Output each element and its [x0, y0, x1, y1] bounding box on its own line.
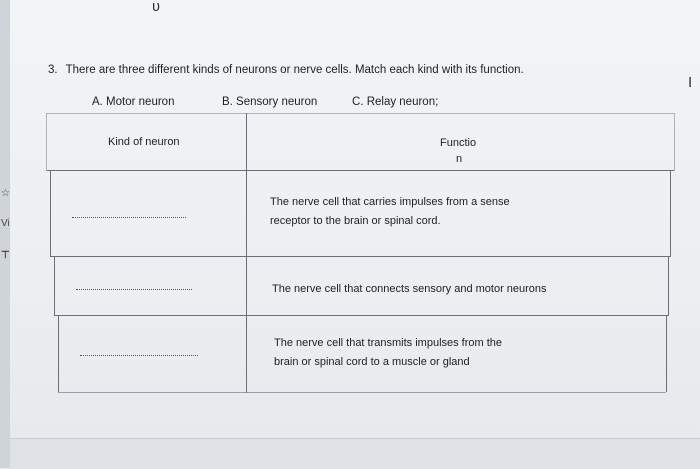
option-relay-neuron: C. Relay neuron;: [352, 96, 439, 108]
option-sensory-neuron: B. Sensory neuron: [222, 96, 318, 108]
bottom-bar: [10, 438, 700, 469]
left-border-row1: [50, 171, 51, 257]
question-text: There are three different kinds of neurons or nerve cells. Match each kind with its function.: [65, 64, 524, 76]
right-border-header: [674, 113, 675, 171]
table-top-border: [46, 113, 674, 114]
function-row1-line2: receptor to the brain or spinal cord.: [270, 215, 441, 227]
margin-mark-pin: ⊤: [1, 250, 10, 261]
left-border-row3: [58, 316, 59, 392]
margin-mark-star: ☆: [1, 188, 10, 199]
top-glyph: ʋ: [152, 0, 161, 15]
answer-blank-3[interactable]: [80, 355, 198, 356]
option-motor-neuron: A. Motor neuron: [92, 96, 175, 108]
header-function-line2: n: [456, 153, 463, 165]
header-divider: [46, 170, 674, 171]
question-number: 3.: [48, 64, 58, 76]
right-border-row2: [668, 257, 669, 316]
answer-blank-1[interactable]: [72, 217, 186, 218]
table-bottom-border: [58, 392, 666, 393]
header-function-line1: Functio: [440, 137, 477, 149]
function-row1-line1: The nerve cell that carries impulses from a sense: [270, 196, 510, 208]
header-kind-of-neuron: Kind of neuron: [108, 136, 180, 148]
left-margin-strip: [0, 0, 10, 468]
row-divider-1: [50, 256, 670, 257]
answer-blank-2[interactable]: [76, 289, 192, 290]
function-row3-line1: The nerve cell that transmits impulses from the: [274, 337, 503, 349]
right-border-row1: [670, 171, 671, 257]
function-row3-line2: brain or spinal cord to a muscle or gland: [274, 356, 470, 368]
left-border-row2: [54, 257, 55, 316]
function-row2-line1: The nerve cell that connects sensory and motor neurons: [272, 283, 547, 295]
question: [48, 64, 524, 76]
left-border-header: [46, 113, 47, 171]
text-cursor-icon: I: [688, 74, 693, 91]
row-divider-2: [54, 315, 668, 316]
column-divider: [246, 113, 247, 393]
right-border-row3: [666, 316, 667, 392]
margin-mark-text: Vi: [1, 218, 10, 229]
